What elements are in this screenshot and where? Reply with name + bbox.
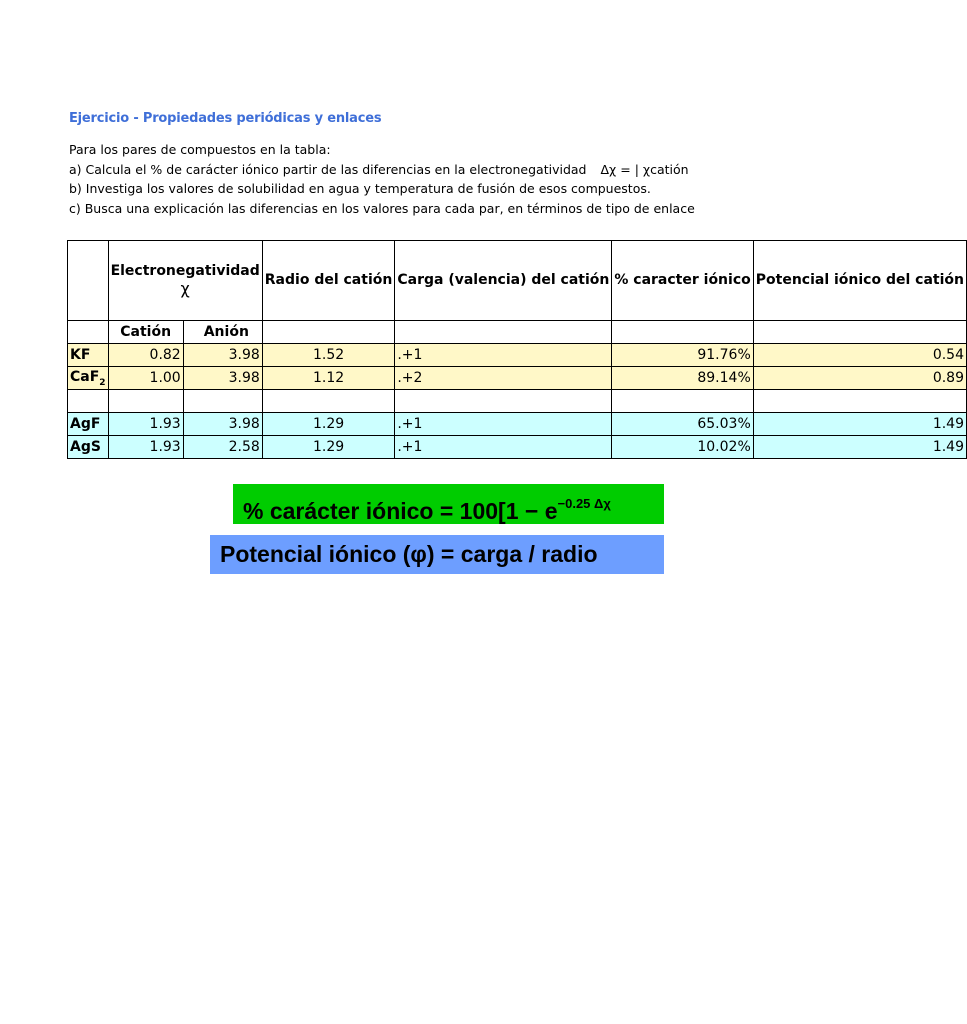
header-radio[interactable]: Radio del catión [262, 241, 395, 321]
anion-en-cell[interactable]: 3.98 [183, 413, 262, 436]
instruction-a-text: a) Calcula el % de carácter iónico partir de las diferencias en la electronegatividad [69, 162, 587, 177]
cation-en-cell[interactable]: 1.00 [108, 367, 183, 390]
cell[interactable] [262, 390, 395, 413]
carga-cell[interactable]: .+1 [395, 344, 612, 367]
radio-cell[interactable]: 1.29 [262, 413, 395, 436]
instruction-c: c) Busca una explicación las diferencias en los valores para cada par, en términos de tipo de enlace [69, 201, 695, 216]
compound-cell[interactable]: CaF$_2$ [68, 367, 109, 390]
radio-cell[interactable]: 1.29 [262, 436, 395, 459]
carga-cell[interactable]: .+2 [395, 367, 612, 390]
cell[interactable] [108, 390, 183, 413]
table-row [68, 344, 967, 367]
cation-en-cell[interactable]: 1.93 [108, 436, 183, 459]
table-subheader-row [68, 321, 967, 344]
potencial-cell[interactable]: 0.54 [753, 344, 966, 367]
table-header-row [68, 241, 967, 321]
chi-symbol: χ [180, 278, 190, 298]
ionic-character-formula[interactable]: % carácter iónico = $100[1 - e^{-0.25 \Delta\chi}$ [233, 484, 664, 524]
instruction-intro: Para los pares de compuestos en la tabla: [69, 142, 331, 157]
radio-cell[interactable]: 1.52 [262, 344, 395, 367]
table-row-blank [68, 390, 967, 413]
cell[interactable] [395, 390, 612, 413]
caracter-cell[interactable]: 10.02% [612, 436, 753, 459]
compound-cell[interactable]: KF [68, 344, 109, 367]
header-electronegativity[interactable]: Electronegatividad χ [108, 241, 262, 321]
anion-en-cell[interactable]: 2.58 [183, 436, 262, 459]
carga-cell[interactable]: .+1 [395, 436, 612, 459]
anion-en-cell[interactable]: 3.98 [183, 344, 262, 367]
cell[interactable] [395, 321, 612, 344]
cell[interactable] [183, 390, 262, 413]
potencial-cell[interactable]: 1.49 [753, 413, 966, 436]
instruction-b: b) Investiga los valores de solubilidad en agua y temperatura de fusión de esos compuestos. [69, 181, 651, 196]
cell[interactable] [68, 321, 109, 344]
compound-cell[interactable]: AgS [68, 436, 109, 459]
exercise-title: Ejercicio - Propiedades periódicas y enlaces [69, 111, 382, 126]
table-row [68, 413, 967, 436]
carga-cell[interactable]: .+1 [395, 413, 612, 436]
cation-en-cell[interactable]: 0.82 [108, 344, 183, 367]
delta-chi-formula: Δχ = | χcatión [600, 162, 689, 177]
potencial-cell[interactable]: 0.89 [753, 367, 966, 390]
header-potencial[interactable]: Potencial iónico del catión [753, 241, 966, 321]
compounds-table [67, 240, 967, 459]
cell[interactable] [753, 321, 966, 344]
header-carga[interactable]: Carga (valencia) del catión [395, 241, 612, 321]
ionic-potential-formula[interactable]: Potencial iónico (φ) = carga / radio [210, 535, 664, 574]
potencial-cell[interactable]: 1.49 [753, 436, 966, 459]
cell[interactable] [612, 321, 753, 344]
anion-en-cell[interactable]: 3.98 [183, 367, 262, 390]
cell[interactable] [68, 390, 109, 413]
instruction-a [69, 162, 689, 177]
caracter-cell[interactable]: 89.14% [612, 367, 753, 390]
subheader-cation[interactable]: Catión [108, 321, 183, 344]
compound-cell[interactable]: AgF [68, 413, 109, 436]
caracter-cell[interactable]: 65.03% [612, 413, 753, 436]
header-empty[interactable] [68, 241, 109, 321]
cation-en-cell[interactable]: 1.93 [108, 413, 183, 436]
table-row [68, 367, 967, 390]
caracter-cell[interactable]: 91.76% [612, 344, 753, 367]
cell[interactable] [262, 321, 395, 344]
header-caracter[interactable]: % caracter iónico [612, 241, 753, 321]
radio-cell[interactable]: 1.12 [262, 367, 395, 390]
cell[interactable] [753, 390, 966, 413]
subheader-anion[interactable]: Anión [183, 321, 262, 344]
cell[interactable] [612, 390, 753, 413]
table-row [68, 436, 967, 459]
